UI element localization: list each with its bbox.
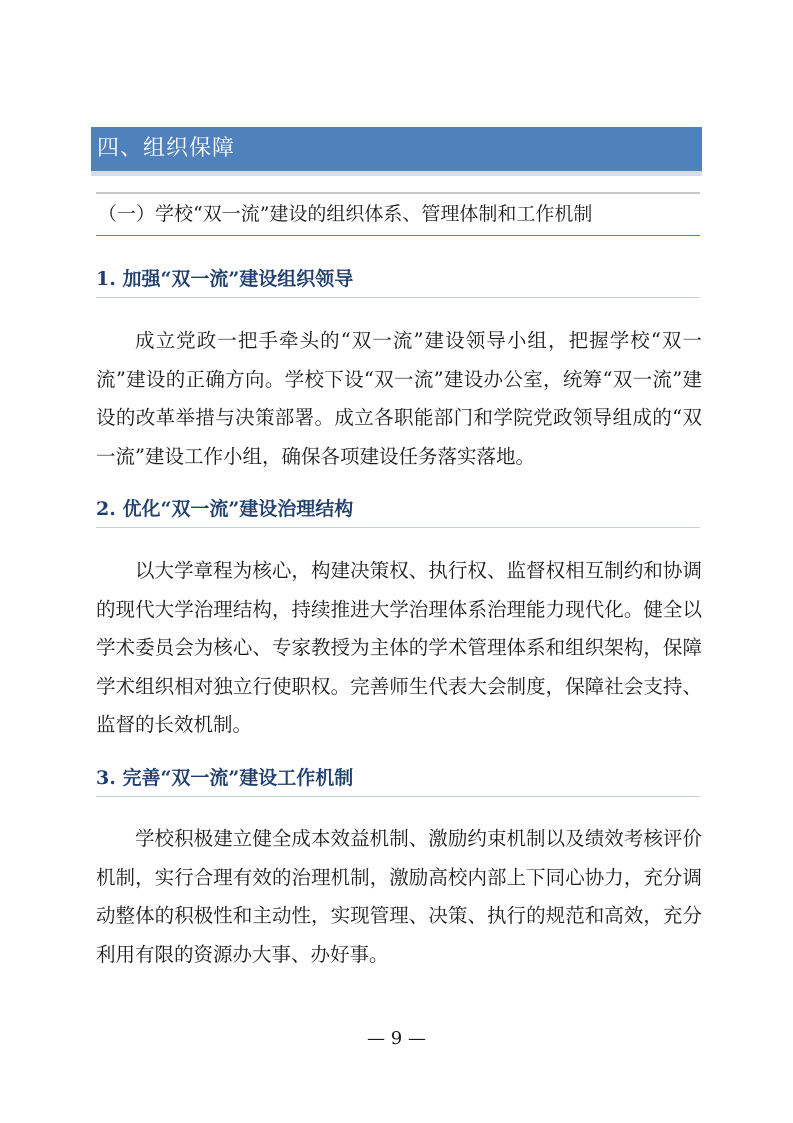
section-title-underline xyxy=(91,171,702,176)
heading-3: 3. 完善“双一流”建设工作机制 xyxy=(96,763,700,797)
subsection-title: （一）学校“双一流”建设的组织体系、管理体制和工作机制 xyxy=(96,192,700,236)
page-number: — 9 — xyxy=(367,1028,426,1049)
section-title: 四、组织保障 xyxy=(91,127,702,171)
heading-2: 2. 优化“双一流”建设治理结构 xyxy=(96,494,700,528)
paragraph-2: 以大学章程为核心，构建决策权、执行权、监督权相互制约和协调的现代大学治理结构，持续推进大学治理体系治理能力现代化。健全以学术委员会为核心、专家教授为主体的学术管理体系和组织架构，保障学术组织相对独立行使职权。完善师生代表大会制度，保障社会支持、监督的长效机制。 xyxy=(96,559,702,736)
paragraph-1: 成立党政一把手牵头的“双一流”建设领导小组，把握学校“双一流”建设的正确方向。学校下设“双一流”建设办公室，统筹“双一流”建设的改革举措与决策部署。成立各职能部门和学院党政领导组成的“双一流”建设工作小组，确保各项建设任务落实落地。 xyxy=(96,329,702,468)
heading-1: 1. 加强“双一流”建设组织领导 xyxy=(96,264,700,298)
paragraph-3: 学校积极建立健全成本效益机制、激励约束机制以及绩效考核评价机制，实行合理有效的治理机制，激励高校内部上下同心协力，充分调动整体的积极性和主动性，实现管理、决策、执行的规范和高效，充分利用有限的资源办大事、办好事。 xyxy=(96,827,702,966)
